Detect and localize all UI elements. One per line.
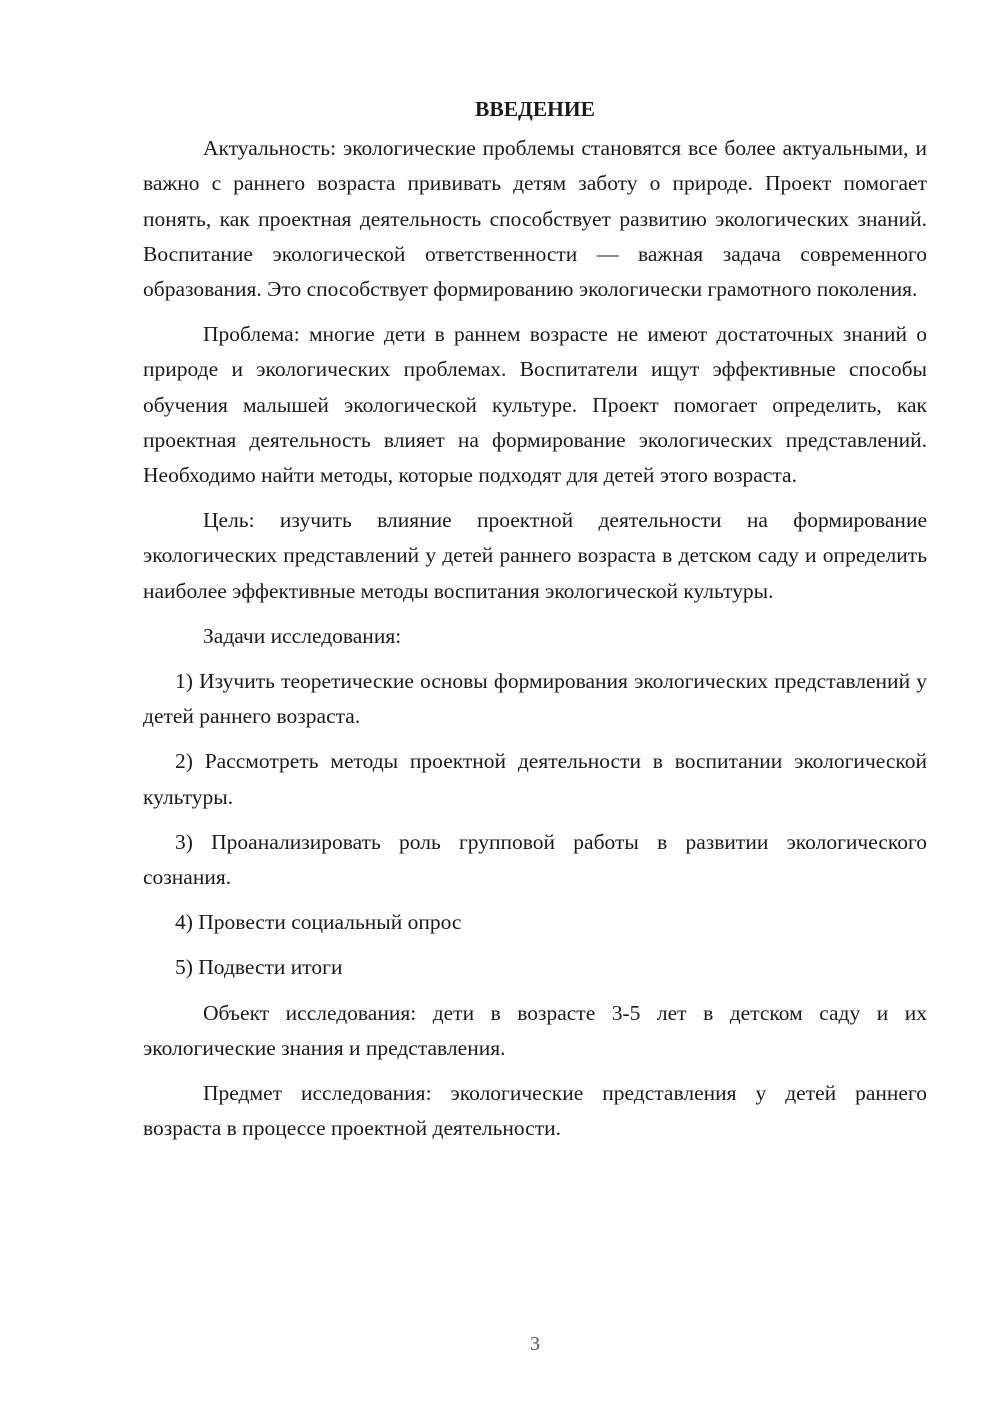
page-title: ВВЕДЕНИЕ: [475, 97, 595, 121]
task-item-2: 2) Рассмотреть методы проектной деятельности в воспитании экологической культуры.: [143, 749, 927, 809]
task-item-1: 1) Изучить теоретические основы формирования экологических представлений у детей раннего возраста.: [143, 669, 927, 729]
document-page: [143, 92, 927, 1156]
task-item-4: 4) Провести социальный опрос: [175, 910, 462, 935]
paragraph-relevance: Актуальность: экологические проблемы становятся все более актуальными, и важно с раннего возраста прививать детям заботу о природе. Проект помогает понять, как проектная деятельность способствует развитию экологических знаний. Воспитание экологической ответственности — важная задача современного образования. Это способствует формированию экологически грамотного поколения.: [143, 136, 927, 302]
task-item-3: 3) Проанализировать роль групповой работы в развитии экологического сознания.: [143, 829, 927, 890]
tasks-heading: Задачи исследования:: [203, 623, 402, 648]
paragraph-object: Объект исследования: дети в возрасте 3-5 лет в детском саду и их экологические знания и представления.: [143, 1000, 927, 1060]
task-item-5: 5) Подвести итоги: [175, 955, 343, 980]
paragraph-subject: Предмет исследования: экологические представления у детей раннего возраста в процессе проектной деятельности.: [143, 1081, 927, 1141]
page-number: 3: [530, 1333, 540, 1355]
paragraph-problem: Проблема: многие дети в раннем возрасте не имеют достаточных знаний о природе и экологических проблемах. Воспитатели ищут эффективные способы обучения малышей экологической культуре. Проект помогает определить, как проектная деятельность влияет на формирование экологических представлений. Необходимо найти методы, которые подходят для детей этого возраста.: [143, 322, 927, 488]
paragraph-goal: Цель: изучить влияние проектной деятельности на формирование экологических представлений у детей раннего возраста в детском саду и определить наиболее эффективные методы воспитания экологической культуры.: [143, 508, 927, 603]
